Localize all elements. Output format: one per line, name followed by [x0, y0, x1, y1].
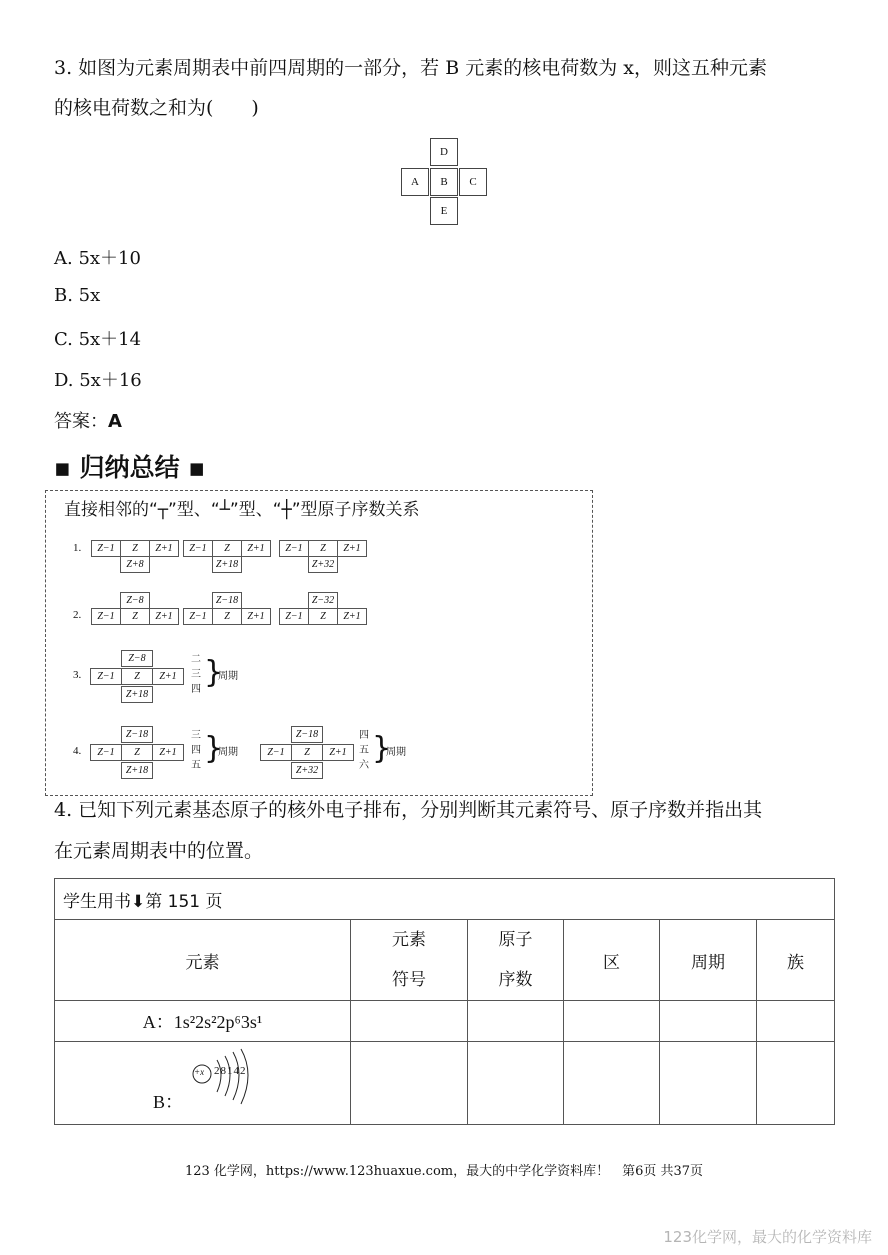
r3-period-label: 周期 — [218, 671, 238, 682]
atom-shells: 28142 — [214, 1065, 247, 1077]
row4-num: 4. — [73, 745, 82, 757]
header-block: 区 — [564, 920, 660, 1001]
r4r-above: Z−18 — [291, 726, 323, 743]
atom-structure-icon — [187, 1048, 267, 1112]
r4l-period-1: 三 — [191, 730, 201, 741]
r1g1-below: Z+8 — [120, 556, 150, 573]
answer-value: A — [108, 411, 122, 432]
q4-line1: 4. 已知下列元素基态原子的核外电子排布，分别判断其元素符号、原子序数并指出其 — [54, 799, 763, 821]
row2-num: 2. — [73, 609, 82, 621]
row-a-group[interactable] — [757, 1001, 835, 1042]
summary-box-title: 直接相邻的“┬”型、“┴”型、“┼”型原子序数关系 — [64, 500, 420, 520]
element-table — [54, 878, 835, 1125]
option-b: B. 5x — [54, 285, 101, 306]
r4l-left: Z−1 — [90, 744, 122, 761]
r2g1-right: Z+1 — [149, 608, 179, 625]
r2g3-left: Z−1 — [279, 608, 309, 625]
r2g3-above: Z−32 — [308, 592, 338, 609]
r4l-period-label: 周期 — [218, 747, 238, 758]
header-element: 元素 — [55, 920, 351, 1001]
r4l-right: Z+1 — [152, 744, 184, 761]
r3-above: Z−8 — [121, 650, 153, 667]
r1g3-right: Z+1 — [337, 540, 367, 557]
r4l-periods — [191, 728, 201, 773]
header-group: 族 — [757, 920, 835, 1001]
r4r-left: Z−1 — [260, 744, 292, 761]
answer-label: 答案： — [54, 411, 108, 432]
header-period: 周期 — [660, 920, 757, 1001]
r4r-period-label: 周期 — [386, 747, 406, 758]
r2g3-center: Z — [308, 608, 338, 625]
row-a-period[interactable] — [660, 1001, 757, 1042]
r1g2-below: Z+18 — [212, 556, 242, 573]
cell-b: B — [430, 168, 458, 196]
r3-period-1: 二 — [191, 654, 201, 665]
r4r-below: Z+32 — [291, 762, 323, 779]
r4l-period-3: 五 — [191, 760, 201, 771]
option-a: A. 5x＋10 — [54, 248, 141, 269]
row1-num: 1. — [73, 542, 82, 554]
row-b-label: B： — [153, 1092, 184, 1112]
q3-line1: 3. 如图为元素周期表中前四周期的一部分，若 B 元素的核电荷数为 x，则这五种元素 — [54, 57, 767, 79]
watermark: 123化学网，最大的化学资料库 — [663, 1228, 872, 1246]
r1g1-center: Z — [120, 540, 150, 557]
r2g1-above: Z−8 — [120, 592, 150, 609]
r3-right: Z+1 — [152, 668, 184, 685]
row-a-number[interactable] — [468, 1001, 564, 1042]
row-b-group[interactable] — [757, 1042, 835, 1125]
r2g2-left: Z−1 — [183, 608, 213, 625]
row-b-cell — [55, 1042, 351, 1125]
r3-period-2: 三 — [191, 669, 201, 680]
table-row — [55, 1001, 835, 1042]
r1g2-left: Z−1 — [183, 540, 213, 557]
q4-line2: 在元素周期表中的位置。 — [54, 840, 264, 862]
row-b-symbol[interactable] — [351, 1042, 468, 1125]
r4r-period-3: 六 — [359, 760, 369, 771]
r2g3-right: Z+1 — [337, 608, 367, 625]
r3-period-3: 四 — [191, 684, 201, 695]
r4l-center: Z — [121, 744, 153, 761]
cell-d: D — [430, 138, 458, 166]
r3-center: Z — [121, 668, 153, 685]
r2g2-above: Z−18 — [212, 592, 242, 609]
r4r-brace-icon: } — [372, 731, 392, 766]
r1g1-right: Z+1 — [149, 540, 179, 557]
r4r-periods — [359, 728, 369, 773]
r3-below: Z+18 — [121, 686, 153, 703]
r4r-period-2: 五 — [359, 745, 369, 756]
table-row — [55, 1042, 835, 1125]
q3-line2: 的核电荷数之和为( ) — [54, 97, 259, 119]
option-d: D. 5x＋16 — [54, 370, 142, 391]
row-a-label: A：1s²2s²2p⁶3s¹ — [55, 1001, 351, 1042]
r4r-period-1: 四 — [359, 730, 369, 741]
cell-c: C — [459, 168, 487, 196]
r1g2-right: Z+1 — [241, 540, 271, 557]
r2g2-right: Z+1 — [241, 608, 271, 625]
r1g3-center: Z — [308, 540, 338, 557]
summary-box — [45, 490, 593, 796]
r3-left: Z−1 — [90, 668, 122, 685]
r1g2-center: Z — [212, 540, 242, 557]
r2g1-center: Z — [120, 608, 150, 625]
option-c: C. 5x＋14 — [54, 329, 142, 350]
r4l-below: Z+18 — [121, 762, 153, 779]
summary-heading: ▪ 归纳总结 ▪ — [54, 453, 206, 482]
r1g3-left: Z−1 — [279, 540, 309, 557]
header-atomic-number: 原子 序数 — [468, 920, 564, 1001]
page-footer: 123 化学网，https://www.123huaxue.com，最大的中学化学资料库！ 第6页 共37页 — [184, 1164, 704, 1179]
answer — [54, 407, 122, 433]
r2g1-left: Z−1 — [91, 608, 121, 625]
atom-nucleus: +x — [194, 1067, 205, 1077]
r1g1-left: Z−1 — [91, 540, 121, 557]
r4l-brace-icon: } — [204, 731, 224, 766]
r1g3-below: Z+32 — [308, 556, 338, 573]
row-b-period[interactable] — [660, 1042, 757, 1125]
table-caption: 学生用书⬇第 151 页 — [55, 879, 835, 920]
r2g2-center: Z — [212, 608, 242, 625]
row-b-block[interactable] — [564, 1042, 660, 1125]
row-a-symbol[interactable] — [351, 1001, 468, 1042]
header-symbol: 元素 符号 — [351, 920, 468, 1001]
r4l-period-2: 四 — [191, 745, 201, 756]
row-a-block[interactable] — [564, 1001, 660, 1042]
row3-num: 3. — [73, 669, 82, 681]
r4r-right: Z+1 — [322, 744, 354, 761]
r4l-above: Z−18 — [121, 726, 153, 743]
r4r-center: Z — [291, 744, 323, 761]
r3-periods — [191, 652, 201, 697]
cell-e: E — [430, 197, 458, 225]
cell-a: A — [401, 168, 429, 196]
row-b-number[interactable] — [468, 1042, 564, 1125]
r3-brace-icon: } — [204, 655, 224, 690]
